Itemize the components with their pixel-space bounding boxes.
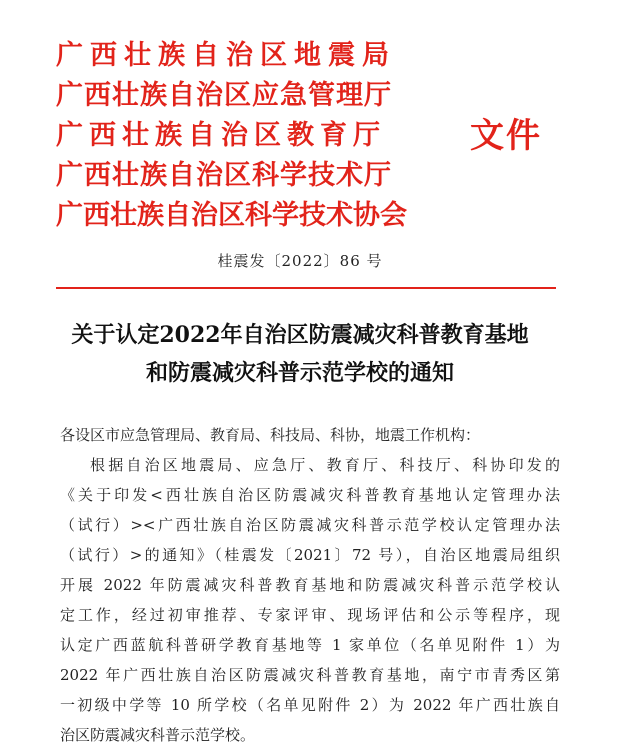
agency-name: 广西壮族自治区教育厅: [56, 120, 386, 151]
document-title: 和防震减灾科普示范学校的通知: [145, 360, 454, 386]
document-body: [60, 420, 560, 750]
red-divider: [56, 287, 556, 289]
agency-name: 广西壮族自治区科学技术协会: [56, 200, 407, 231]
document-title: 关于认定2022年自治区防震减灾科普教育基地: [71, 322, 529, 348]
paragraph-line: 开展 2022 年防震减灾科普教育基地和防震减灾科普示范学校认: [60, 576, 560, 594]
paragraph-line: 认定广西蓝航科普研学教育基地等 1 家单位（名单见附件 1）为: [60, 636, 560, 654]
red-header: [0, 36, 622, 236]
salutation: 各设区市应急管理局、教育局、科技局、科协，地震工作机构：: [60, 426, 481, 444]
paragraph-line: 根据自治区地震局、应急厅、教育厅、科技厅、科协印发的: [90, 456, 560, 474]
agency-name: 广西壮族自治区地震局: [56, 40, 396, 71]
paragraph-line: 2022 年广西壮族自治区防震减灾科普教育基地，南宁市青秀区第: [60, 666, 560, 684]
paragraph-line: 一初级中学等 10 所学校（名单见附件 2）为 2022 年广西壮族自: [60, 696, 560, 714]
document-suffix: 文件: [470, 116, 542, 156]
agency-name: 广西壮族自治区应急管理厅: [56, 80, 392, 111]
document-number: 桂震发〔2022〕86 号: [217, 252, 383, 270]
paragraph-line: 定工作，经过初审推荐、专家评审、现场评估和公示等程序，现: [60, 606, 560, 624]
paragraph-line: （试行）><广西壮族自治区防震减灾科普示范学校认定管理办法: [60, 516, 560, 534]
paragraph-line: （试行）>的通知》（桂震发〔2021〕72 号），自治区地震局组织: [60, 546, 560, 564]
paragraph-line: 《关于印发<西壮族自治区防震减灾科普教育基地认定管理办法: [60, 486, 560, 504]
body-paragraph: [60, 450, 560, 750]
agency-name: 广西壮族自治区科学技术厅: [56, 160, 392, 191]
paragraph-line: 治区防震减灾科普示范学校。: [60, 726, 256, 744]
